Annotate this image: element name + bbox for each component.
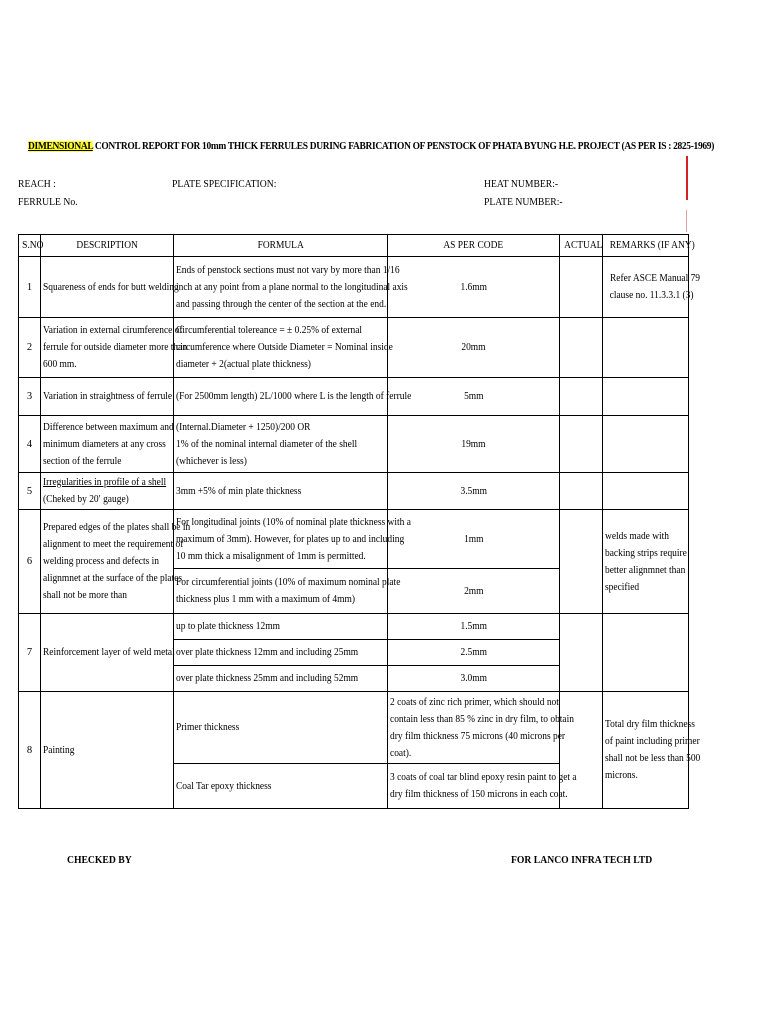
code-cell: 2mm <box>388 569 560 614</box>
sno-cell: 8 <box>19 692 41 809</box>
remarks-cell <box>603 416 689 473</box>
formula-cell: Circumferential tolereance = ± 0.25% of external circumference where Outside Diameter = Nominal inside diameter + 2(actual plate thickness) <box>174 318 388 378</box>
actual-cell[interactable] <box>560 510 603 614</box>
code-cell: 3.0mm <box>388 666 560 692</box>
col-formula: FORMULA <box>174 235 388 257</box>
table-row <box>19 416 689 473</box>
sno-cell: 1 <box>19 257 41 318</box>
formula-cell: For longitudinal joints (10% of nominal plate thickness with a maximum of 3mm). However, for plates up to and including 10 mm thick a misalignment of 1mm is permitted. <box>174 510 388 569</box>
formula-cell: up to plate thickness 12mm <box>174 614 388 640</box>
table-row <box>19 614 689 640</box>
remarks-cell: Refer ASCE Manual 79 clause no. 11.3.3.1 (3) <box>603 257 689 318</box>
remarks-cell: Total dry film thickness of paint including primer shall not be less than 500 microns. <box>603 692 689 809</box>
code-cell: 3.5mm <box>388 473 560 510</box>
heat-number-label: HEAT NUMBER:- <box>484 179 559 190</box>
description-cell: Reinforcement layer of weld metal <box>41 614 174 692</box>
formula-cell: For circumferential joints (10% of maximum nominal plate thickness plus 1 mm with a maximum of 4mm) <box>174 569 388 614</box>
actual-cell[interactable] <box>560 257 603 318</box>
code-cell: 2 coats of zinc rich primer, which should not contain less than 85 % zinc in dry film, to obtain dry film thickness 75 microns (40 microns per coat). <box>388 692 560 764</box>
formula-cell: 3mm +5% of min plate thickness <box>174 473 388 510</box>
table-header-row <box>19 235 689 257</box>
checked-by-label: CHECKED BY <box>67 855 132 866</box>
formula-cell: Primer thickness <box>174 692 388 764</box>
sno-cell: 3 <box>19 378 41 416</box>
formula-cell: (Internal.Diameter + 1250)/200 OR 1% of the nominal internal diameter of the shell (whichever is less) <box>174 416 388 473</box>
actual-cell[interactable] <box>560 614 603 692</box>
code-cell: 19mm <box>388 416 560 473</box>
remarks-cell <box>603 378 689 416</box>
table-row <box>19 257 689 318</box>
ferrule-label: FERRULE No. <box>18 197 78 208</box>
code-cell: 1.6mm <box>388 257 560 318</box>
company-signature-label: FOR LANCO INFRA TECH LTD <box>511 855 653 866</box>
code-cell: 3 coats of coal tar blind epoxy resin paint to get a dry film thickness of 150 microns in each coat. <box>388 764 560 809</box>
col-description: DESCRIPTION <box>41 235 174 257</box>
description-cell: Squareness of ends for butt welding <box>41 257 174 318</box>
formula-cell: Ends of penstock sections must not vary by more than 1/16 inch at any point from a plane normal to the longitudinal axis and passing through the center of the section at the end. <box>174 257 388 318</box>
code-cell: 1.5mm <box>388 614 560 640</box>
control-report-table <box>18 234 701 809</box>
actual-cell[interactable] <box>560 416 603 473</box>
table-row <box>19 692 689 764</box>
col-as-per-code: AS PER CODE <box>388 235 560 257</box>
actual-cell[interactable] <box>560 473 603 510</box>
description-cell: Prepared edges of the plates shall be in alignment to meet the requirement of welding process and defects in alignmnet at the surface of the plates shall not be more than <box>41 510 174 614</box>
report-title <box>28 141 714 152</box>
remarks-cell <box>603 473 689 510</box>
table-row <box>19 510 689 569</box>
formula-cell: over plate thickness 12mm and including 25mm <box>174 640 388 666</box>
description-cell: Irregularities in profile of a shell (Cheked by 20′ gauge) <box>41 473 174 510</box>
description-cell: Variation in external cirumference of ferrule for outside diameter more than 600 mm. <box>41 318 174 378</box>
table-row <box>19 378 689 416</box>
sno-cell: 2 <box>19 318 41 378</box>
remarks-cell <box>603 614 689 692</box>
actual-cell[interactable] <box>560 318 603 378</box>
plate-spec-label: PLATE SPECIFICATION: <box>172 179 277 190</box>
sno-cell: 4 <box>19 416 41 473</box>
plate-number-label: PLATE NUMBER:- <box>484 197 563 208</box>
remarks-cell: welds made with backing strips require better alignmnet than specified <box>603 510 689 614</box>
remarks-cell <box>603 318 689 378</box>
formula-cell: over plate thickness 25mm and including 52mm <box>174 666 388 692</box>
code-cell: 1mm <box>388 510 560 569</box>
code-cell: 5mm <box>388 378 560 416</box>
sno-cell: 7 <box>19 614 41 692</box>
table-row <box>19 473 689 510</box>
code-cell: 20mm <box>388 318 560 378</box>
actual-cell[interactable] <box>560 378 603 416</box>
code-cell: 2.5mm <box>388 640 560 666</box>
title-highlight: DIMENSIONAL <box>28 141 93 152</box>
col-remarks: REMARKS (IF ANY) <box>603 235 689 257</box>
col-actual: ACTUAL <box>560 235 603 257</box>
description-cell: Difference between maximum and minimum diameters at any cross section of the ferrule <box>41 416 174 473</box>
table-row <box>19 318 689 378</box>
description-cell: Painting <box>41 692 174 809</box>
red-margin-mark <box>686 156 688 200</box>
sno-cell: 6 <box>19 510 41 614</box>
col-sno: S.NO <box>19 235 41 257</box>
formula-cell: Coal Tar epoxy thickness <box>174 764 388 809</box>
formula-cell: (For 2500mm length) 2L/1000 where L is the length of ferrule <box>174 378 388 416</box>
description-cell: Variation in straightness of ferrule <box>41 378 174 416</box>
title-rest: CONTROL REPORT FOR 10mm THICK FERRULES DURING FABRICATION OF PENSTOCK OF PHATA BYUNG H.E. PROJECT (AS PER IS : 2825-1969) <box>92 141 715 152</box>
red-margin-mark-faint <box>686 210 687 232</box>
sno-cell: 5 <box>19 473 41 510</box>
reach-label: REACH : <box>18 179 56 190</box>
